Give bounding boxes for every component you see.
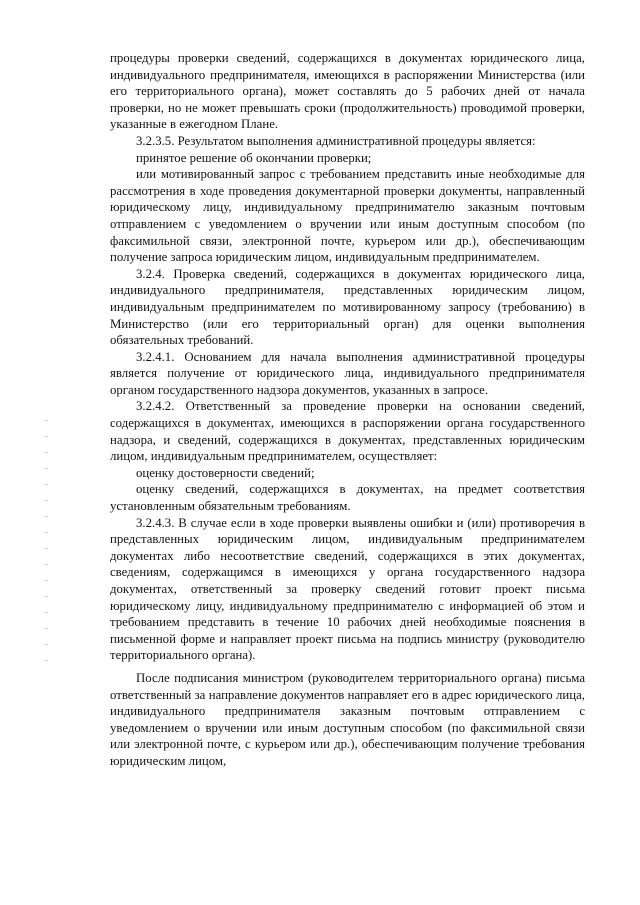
- list-item-reliability: оценку достоверности сведений;: [136, 465, 315, 480]
- paragraph-3-2-4-1: 3.2.4.1. Основанием для начала выполнения административной процедуры является получение от юридического лица, индивидуального предпринимателя органом государственного надзора документов, указанных в запросе.: [110, 349, 585, 397]
- margin-marks: [44, 420, 48, 670]
- paragraph-3-2-3-5: 3.2.3.5. Результатом выполнения административной процедуры является:: [136, 133, 536, 148]
- list-item-compliance: оценку сведений, содержащихся в документах, на предмет соответствия установленным обязательным требованиям.: [110, 482, 585, 514]
- paragraph-3-2-4: 3.2.4. Проверка сведений, содержащихся в документах юридического лица, индивидуального предпринимателя, представленных юридическим лицом, индивидуальным предпринимателем по мотивированному запросу (требованию) в Министерство (или его территориальный орган) для оценки выполнения обязательных требований.: [110, 266, 585, 348]
- paragraph-3-2-4-2: 3.2.4.2. Ответственный за проведение проверки на основании сведений, содержащихся в документах, имеющихся в распоряжении органа государственного надзора, и сведений, содержащихся в документах, представленных юридическим лицом, индивидуальным предпринимателем, осуществляет:: [110, 399, 585, 464]
- list-item-request: или мотивированный запрос с требованием представить иные необходимые для рассмотрения в ходе проведения документарной проверки документы, направленный юридическому лицу, индивидуальному предпринимателю заказным почтовым отправлением с уведомлением о вручении или иным доступным способом (по факсимильной связи, электронной почте, курьером или др.), обеспечивающим получение запроса юридическим лицом, индивидуальным предпринимателем.: [110, 167, 585, 265]
- paragraph-after-signing: После подписания министром (руководителем территориального органа) письма ответственный за направление документов направляет его в адрес юридического лица, индивидуального предпринимателя заказным почтовым отправлением с уведомлением о вручении или иным доступным способом (по факсимильной связи или электронной почте, с курьером или др.), обеспечивающим получение требования юридическим лицом,: [110, 670, 585, 768]
- paragraph-continuation: процедуры проверки сведений, содержащихся в документах юридического лица, индивидуального предпринимателя, имеющихся в распоряжении Министерства (или его территориального органа), может составлять до 5 рабочих дней от начала проверки, но не может превышать сроки (продолжительность) проводимой проверки, указанные в ежегодном Плане.: [110, 51, 585, 132]
- paragraph-3-2-4-3: 3.2.4.3. В случае если в ходе проверки выявлены ошибки и (или) противоречия в представленных юридическим лицом, индивидуальным предпринимателем документах либо несоответствие сведений, содержащихся в этих документах, сведениям, содержащимся в имеющихся у органа государственного надзора документах, ответственный за проверку сведений готовит проект письма юридическому лицу, индивидуальному предпринимателю с информацией об этом и требованием представить в течение 10 рабочих дней необходимые пояснения в письменной форме и направляет проект письма на подпись министру (руководителю территориального органа).: [110, 515, 585, 663]
- document-body: [110, 50, 585, 770]
- list-item-decision: принятое решение об окончании проверки;: [136, 150, 372, 165]
